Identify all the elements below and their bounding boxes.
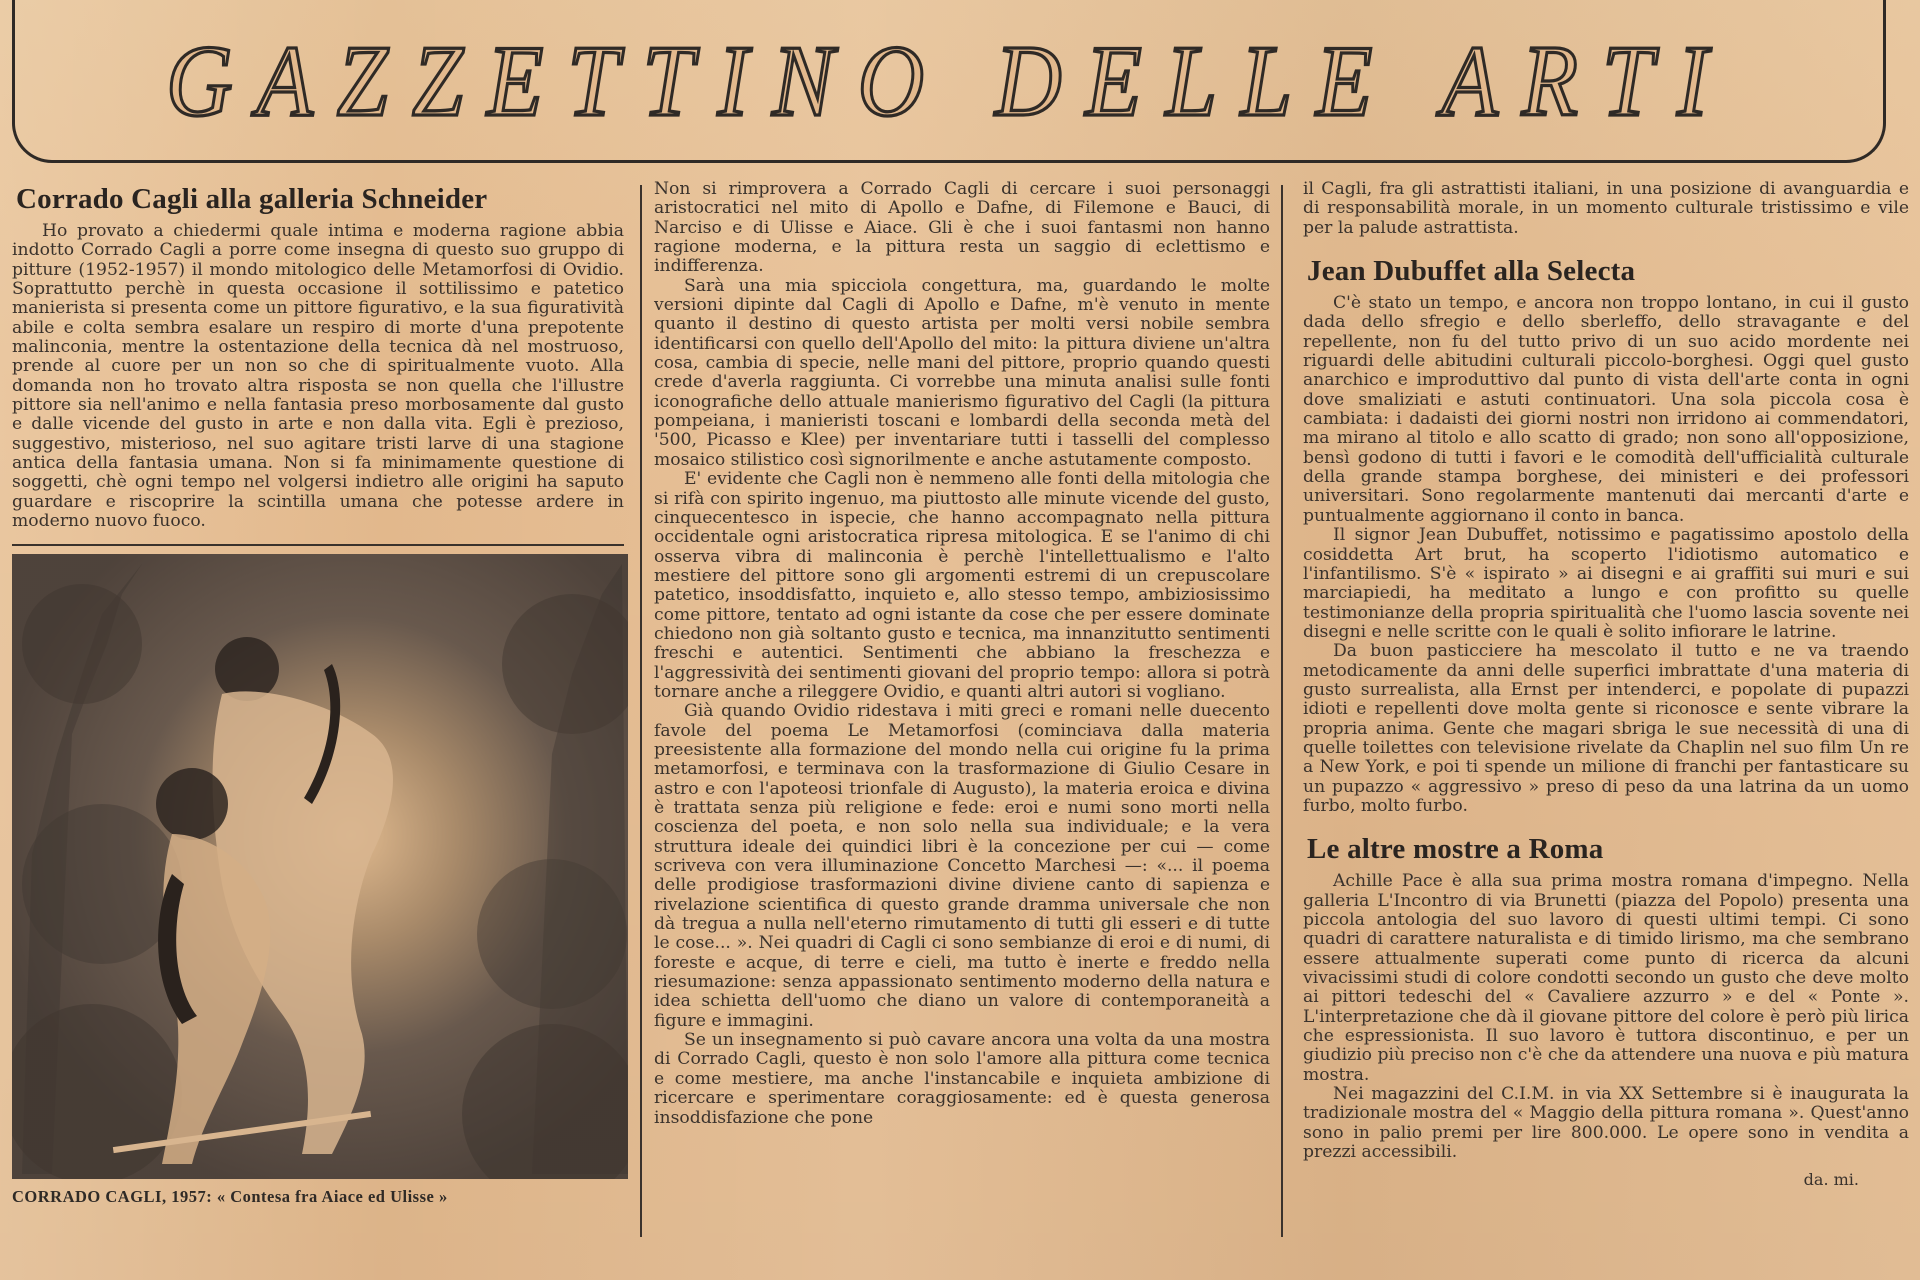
article-paragraph: Sarà una mia spicciola congettura, ma, guardando le molte versioni dipinte dal Cagli di Apollo e Dafne, m'è venuto in mente quanto il destino di questo artista per molti versi nobile sembra identificarsi con quello dell'Apollo del mito: la pittura diviene un'altra cosa, cambia di specie, nelle mani del pittore, proprio quando questi crede d'averla raggiunta. Ci vorrebbe una minuta analisi sulle fonti iconografiche dello attuale manierismo figurativo del Cagli (la pittura pompeiana, i manieristi toscani e lombardi della seconda metà del '500, Picasso e Klee) per inventariare tutti i tasselli del complesso mosaico stilistico così signorilmente e anche astutamente composto. xyxy=(654,275,1270,470)
article-paragraph: Già quando Ovidio ridestava i miti greci e romani nelle duecento favole del poema Le Metamorfosi (cominciava dalla materia preesistente alla formazione del mondo nella cui origine fu la prima metamorfosi, e terminava con la trasformazione di Giulio Cesare in astro e con l'apoteosi trionfale di Augusto), la materia eroica e divina è trattata senza più religione e fede: eroi e numi sono morti nella coscienza del poeta, e non solo nella sua individuale; e la vera struttura ideale dei quindici libri è la concezione per cui — come scriveva con vera illuminazione Concetto Marchesi —: «... il poema delle prodigiose trasformazioni divine diviene canto di sapienza e rivelazione scientifica di questo grande dramma universale che non dà tregua a nulla nell'eterno rimutamento di tutti gli esseri e di tutte le cose... ». Nei quadri di Cagli ci sono sembianze di eroi e di numi, di foreste e acque, di terre e cieli, ma tutto è inerte e freddo nella riesumazione: senza appassionato sentimento moderno della natura e idea schietta dell'uomo che diano un valore di contemporaneità a figure e immagini. xyxy=(654,701,1270,1031)
horizontal-rule xyxy=(12,544,624,546)
column-divider xyxy=(1281,185,1283,1237)
article-paragraph: Achille Pace è alla sua prima mostra romana d'impegno. Nella galleria L'Incontro di via Brunetti (piazza del Popolo) presenta una piccola antologia del suo lavoro di questi ultimi tempi. Ci sono quadri di carattere naturalista e di timido lirismo, ma che sembrano essere attualmente superati come punto di ricerca da alcuni vivacissimi studi di colore condotti secondo un gusto che deve molto ai pittori tedeschi del « Cavaliere azzurro » e del « Ponte ». L'interpretazione che dà il giovane pittore del colore è però più lirica che espressionista. Il suo lavoro è tuttora discontinuo, e per un giudizio più preciso non c'è che da attendere una nuova e più matura mostra. xyxy=(1303,871,1909,1085)
article-paragraph: Nei magazzini del C.I.M. in via XX Settembre si è inaugurata la tradizionale mostra del « Maggio della pittura romana ». Quest'anno sono in palio premi per lire 800.000. Le opere sono in vendita a prezzi accessibili. xyxy=(1303,1084,1909,1163)
article-paragraph: il Cagli, fra gli astrattisti italiani, in una posizione di avanguardia e di responsabilità morale, in un momento culturale tristissimo e vile per la palude astrattista. xyxy=(1303,179,1909,238)
column-divider xyxy=(640,185,642,1237)
article-paragraph: Da buon pasticciere ha mescolato il tutto e ne va traendo metodicamente da anni delle superfici imbrattate d'una materia di gusto surrealista, alla Ernst per intenderci, e popolate di pupazzi idioti e repellenti dove molta gente si riconosce e sente vibrare la propria anima. Gente che magari sbriga le sue necessità di una di quelle toilettes con televisione rivelate da Chaplin nel suo film Un re a New York, e poi ti spende un milione di franchi per fantasticare su un pupazzo « aggressivo » preso di peso da una latrina da un uomo furbo, molto furbo. xyxy=(1303,641,1909,816)
column-3 xyxy=(1303,180,1909,1190)
article-headline-dubuffet: Jean Dubuffet alla Selecta xyxy=(1307,255,1636,288)
article-headline-roma: Le altre mostre a Roma xyxy=(1307,833,1604,866)
article-paragraph: C'è stato un tempo, e ancora non troppo lontano, in cui il gusto dada dello sfregio e dello sberleffo, dello stravagante e del repellente, non fu del tutto privo di un suo acido mordente nei riguardi delle abitudini culturali piccolo-borghesi. Oggi quel gusto anarchico e improduttivo dal punto di vista dell'arte conta in ogni dove smaliziati e astuti continuatori. Una sola piccola cosa è cambiata: i dadaisti dei giorni nostri non irridono ai commendatori, ma mirano al titolo e allo scatto di grado; non sono all'opposizione, bensì godono di tutti i favori e le comodità dell'ufficialità culturale della grande stampa borghese, dei ministeri e dei professori universitari. Sono regolarmente mantenuti dai mercanti d'arte e puntualmente aggiornano il conto in banca. xyxy=(1303,293,1909,526)
article-paragraph: Il signor Jean Dubuffet, notissimo e pagatissimo apostolo della cosiddetta Art brut, ha scoperto l'idiotismo automatico e l'infantilismo. S'è « ispirato » ai disegni e ai graffiti sui muri e sui marciapiedi, ha meditato a lungo e con profitto su quelle testimonianze della propria spiritualità che l'uomo lascia sovente nei disegni e nelle scritte con le quali è solito infiorare le latrine. xyxy=(1303,525,1909,642)
article-paragraph: Non si rimprovera a Corrado Cagli di cercare i suoi personaggi aristocratici nel mito di Apollo e Dafne, di Filemone e Bauci, di Narciso e di Ulisse e Aiace. Gli è che i suoi fantasmi non hanno ragione moderna, e la pittura resta un saggio di eclettismo e indifferenza. xyxy=(654,179,1270,277)
article-paragraph: Ho provato a chiedermi quale intima e moderna ragione abbia indotto Corrado Cagli a porre come insegna di questo suo gruppo di pitture (1952-1957) il mondo mitologico delle Metamorfosi di Ovidio. Soprattutto perchè in questa occasione il sottilissimo e patetico manierista si presenta come un pittore figurativo, e la sua figuratività abile e colta sembra esalare un respiro di morte d'una prepotente malinconia, mentre la ostentazione della tecnica dà nel mostruoso, prende al cuore per un non so che di spiritualmente vuoto. Alla domanda non ho trovato altra risposta se non quella che l'illustre pittore sia nell'animo e nella fantasia preso morbosamente dal gusto e dalle vicende del gusto in arte e non dalla vita. Egli è prezioso, suggestivo, misterioso, nel suo agitare tristi larve di una stagione antica della fantasia umana. Non si fa minimamente questione di soggetti, chè ogni tempo nel volgersi indietro alle origini ha saputo guardare e riscoprire la scintilla umana che potesse ardere in moderno nuovo fuoco. xyxy=(12,221,624,532)
article-headline-cagli: Corrado Cagli alla galleria Schneider xyxy=(16,183,488,215)
masthead-frame xyxy=(12,0,1886,163)
author-signature: da. mi. xyxy=(1803,1170,1859,1190)
masthead-title: GAZZETTINO DELLE ARTI xyxy=(166,24,1732,138)
column-2 xyxy=(654,180,1270,1128)
artwork-photo xyxy=(12,554,628,1179)
artwork-illustration xyxy=(12,554,628,1179)
article-paragraph: E' evidente che Cagli non è nemmeno alle fonti della mitologia che si rifà con spirito ingenuo, ma piuttosto alle minute vicende del gusto, cinquecentesco in ispecie, che hanno accompagnato nella pittura occidentale ogni aristocratica ripresa mitologica. E se l'animo di chi osserva vibra di malinconia è perchè l'intellettualismo e l'alto mestiere del pittore sono gli argomenti estremi di un crepuscolare patetico, insoddisfatto, inquieto e, allo stesso tempo, ambiziosissimo come pittore, tentato ad ogni istante da cose che per essere dominate chiedono non già soltanto gusto e tecnica, ma innanzitutto sentimenti freschi e autentici. Sentimenti che abbiano la freschezza e l'aggressività dei sentimenti giovani del proprio tempo: allora si potrà tornare anche a rileggere Ovidio, e quanti altri autori si vogliano. xyxy=(654,469,1270,702)
column-1 xyxy=(12,180,624,1206)
photo-caption: CORRADO CAGLI, 1957: « Contesa fra Aiace ed Ulisse » xyxy=(12,1186,448,1206)
article-paragraph: Se un insegnamento si può cavare ancora una volta da una mostra di Corrado Cagli, questo è non solo l'amore alla pittura come tecnica e come mestiere, ma anche l'instancabile e inquieta ambizione di ricercare e sperimentare coraggiosamente: ed è questa generosa insoddisfazione che pone xyxy=(654,1030,1270,1128)
